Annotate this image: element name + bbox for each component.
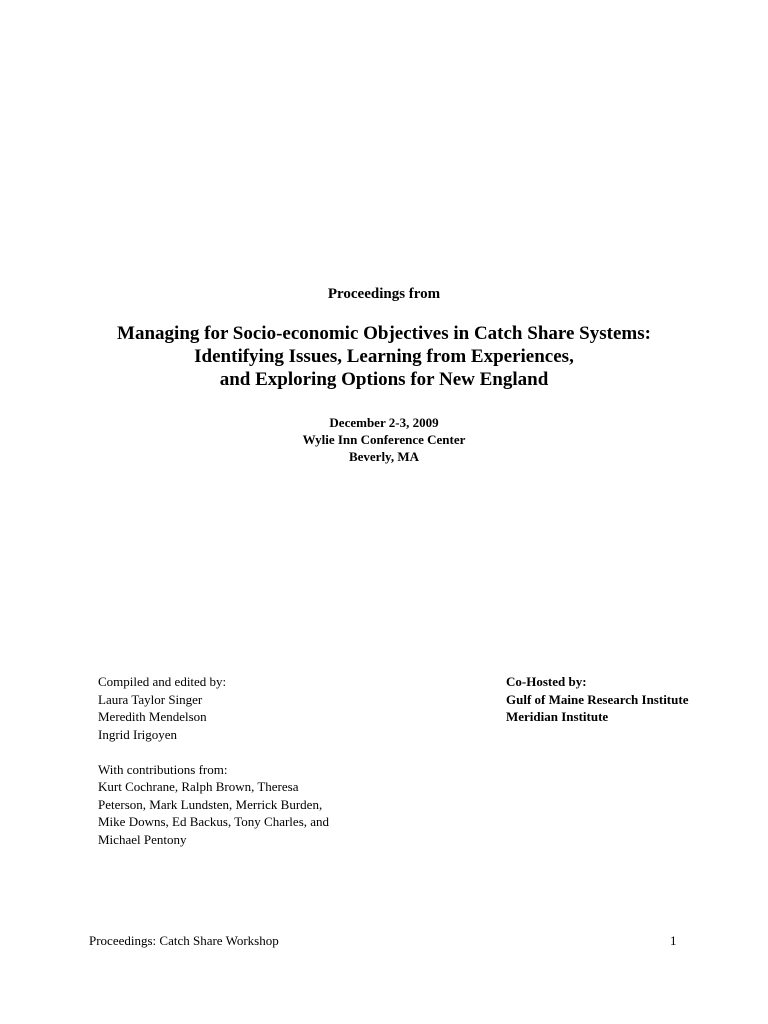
- proceedings-kicker: Proceedings from: [327, 286, 441, 302]
- event-location: Beverly, MA: [348, 449, 420, 464]
- hosts-block: [506, 673, 746, 726]
- footer-page-number: 1: [670, 933, 677, 948]
- host-name: Gulf of Maine Research Institute: [506, 691, 689, 707]
- title-line: and Exploring Options for New England: [219, 369, 549, 390]
- credits-block: [98, 673, 418, 848]
- hosts-heading: Co-Hosted by:: [506, 674, 587, 689]
- event-venue: Wylie Inn Conference Center: [302, 432, 466, 447]
- event-details: [0, 414, 768, 465]
- contributors-line: Peterson, Mark Lundsten, Merrick Burden,: [98, 796, 323, 812]
- editor-name: Laura Taylor Singer: [98, 691, 203, 707]
- contributors-line: Mike Downs, Ed Backus, Tony Charles, and: [98, 814, 330, 829]
- contributors-line: Kurt Cochrane, Ralph Brown, Theresa: [98, 779, 299, 794]
- host-name: Meridian Institute: [506, 709, 609, 724]
- event-dates: December 2-3, 2009: [329, 415, 439, 430]
- footer-running-title: Proceedings: Catch Share Workshop: [89, 933, 279, 948]
- contributors-line: Michael Pentony: [98, 831, 187, 847]
- spacer: [98, 743, 418, 761]
- title-line: Identifying Issues, Learning from Experiences,: [194, 346, 574, 367]
- document-title: [0, 322, 768, 391]
- editor-name: Meredith Mendelson: [98, 709, 207, 724]
- contributors-heading: With contributions from:: [98, 761, 228, 777]
- title-line: Managing for Socio-economic Objectives in Catch Share Systems:: [117, 323, 651, 344]
- editors-heading: Compiled and edited by:: [98, 674, 227, 689]
- editor-name: Ingrid Irigoyen: [98, 726, 178, 742]
